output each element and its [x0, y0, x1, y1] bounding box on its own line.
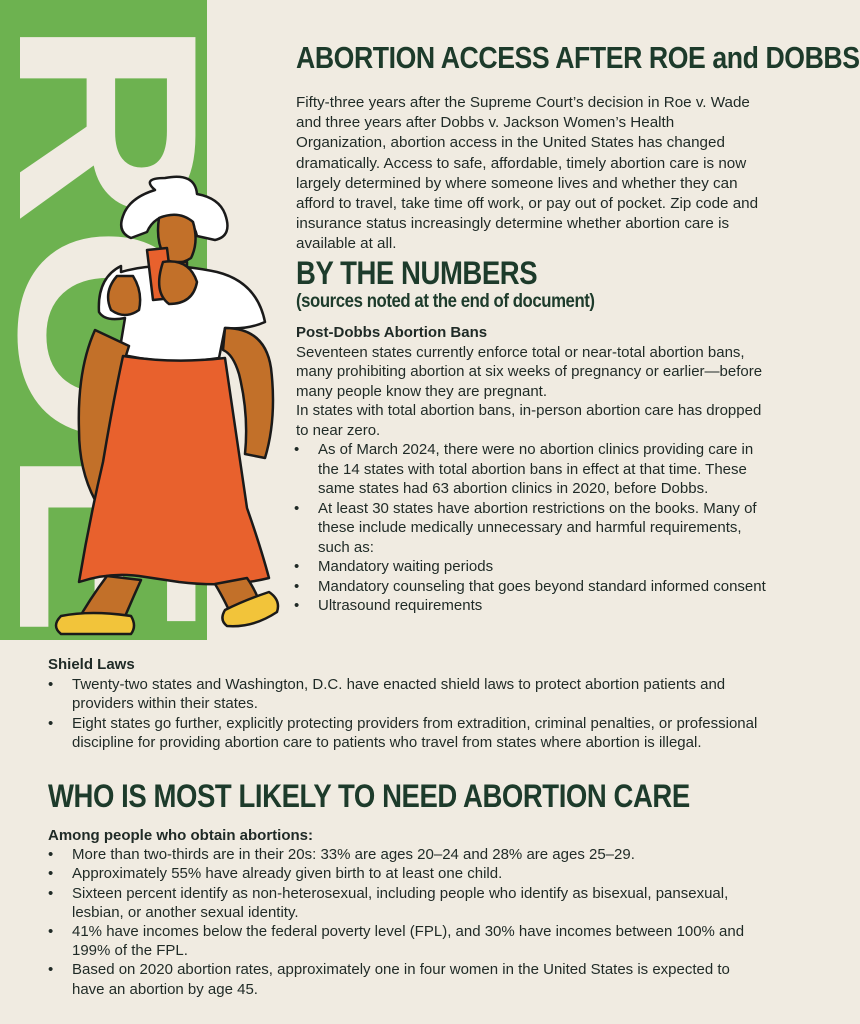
list-item: • Twenty-two states and Washington, D.C. have enacted shield laws to protect abortion patients and providers within their states. [48, 675, 758, 714]
shield-laws-section [48, 655, 758, 753]
page-title: ABORTION ACCESS AFTER ROE and DOBBS [296, 40, 860, 75]
person-illustration [55, 180, 315, 640]
who-section [48, 826, 758, 999]
bans-text: Seventeen states currently enforce total or near-total abortion bans, many prohibiting abortion at six weeks of pregnancy or earlier—before many people know they are pregnant. [296, 343, 763, 400]
who-heading: WHO IS MOST LIKELY TO NEED ABORTION CARE [48, 778, 690, 814]
by-the-numbers-heading: BY THE NUMBERS [296, 255, 538, 291]
list-item: • Sixteen percent identify as non-heterosexual, including people who identify as bisexual, pansexual, lesbian, or another sexual identity. [48, 884, 758, 922]
list-item: • Mandatory waiting periods [294, 557, 768, 577]
who-label: Among people who obtain abortions: [48, 827, 313, 844]
list-item: • Approximately 55% have already given birth to at least one child. [48, 864, 758, 883]
intro-paragraph: Fifty-three years after the Supreme Court’s decision in Roe v. Wade and three years after Dobbs v. Jackson Women’s Health Organization, abortion access in the United States has changed dramatically. Access to safe, affordable, timely abortion care is now largely determined by where someone lives and whether they can afford to travel, take time off work, or pay out of pocket. Zip code and insurance status increasingly determine whether abortion care is available at all. [296, 94, 759, 253]
shield-list [48, 675, 758, 753]
list-item: • Ultrasound requirements [294, 596, 768, 616]
bans-text-2: In states with total abortion bans, in-person abortion care has dropped to near zero. [296, 402, 762, 439]
list-item: • At least 30 states have abortion restrictions on the books. Many of these include medically unnecessary and harmful requirements, such as: [294, 499, 768, 558]
list-item: • 41% have incomes below the federal poverty level (FPL), and 30% have incomes between 100% and 199% of the FPL. [48, 922, 758, 960]
list-item: • Mandatory counseling that goes beyond standard informed consent [294, 577, 768, 597]
bans-label: Post-Dobbs Abortion Bans [296, 324, 488, 341]
list-item: • As of March 2024, there were no abortion clinics providing care in the 14 states with total abortion bans in effect at that time. These same states had 63 abortion clinics in 2020, before Dobbs. [294, 440, 768, 499]
who-list [48, 845, 758, 999]
hand-left [108, 276, 140, 315]
shield-label: Shield Laws [48, 656, 135, 673]
shoe-left [56, 613, 134, 634]
list-item: • More than two-thirds are in their 20s: 33% are ages 20–24 and 28% are ages 25–29. [48, 845, 758, 864]
list-item: • Based on 2020 abortion rates, approximately one in four women in the United States is expected to have an abortion by age 45. [48, 960, 758, 998]
list-item: • Eight states go further, explicitly protecting providers from extradition, criminal penalties, or professional discipline for providing abortion care to patients who travel from states where abortion is illegal. [48, 714, 758, 753]
numbers-section [296, 323, 768, 616]
bans-list [294, 440, 768, 616]
sources-note: (sources noted at the end of document) [296, 290, 595, 312]
